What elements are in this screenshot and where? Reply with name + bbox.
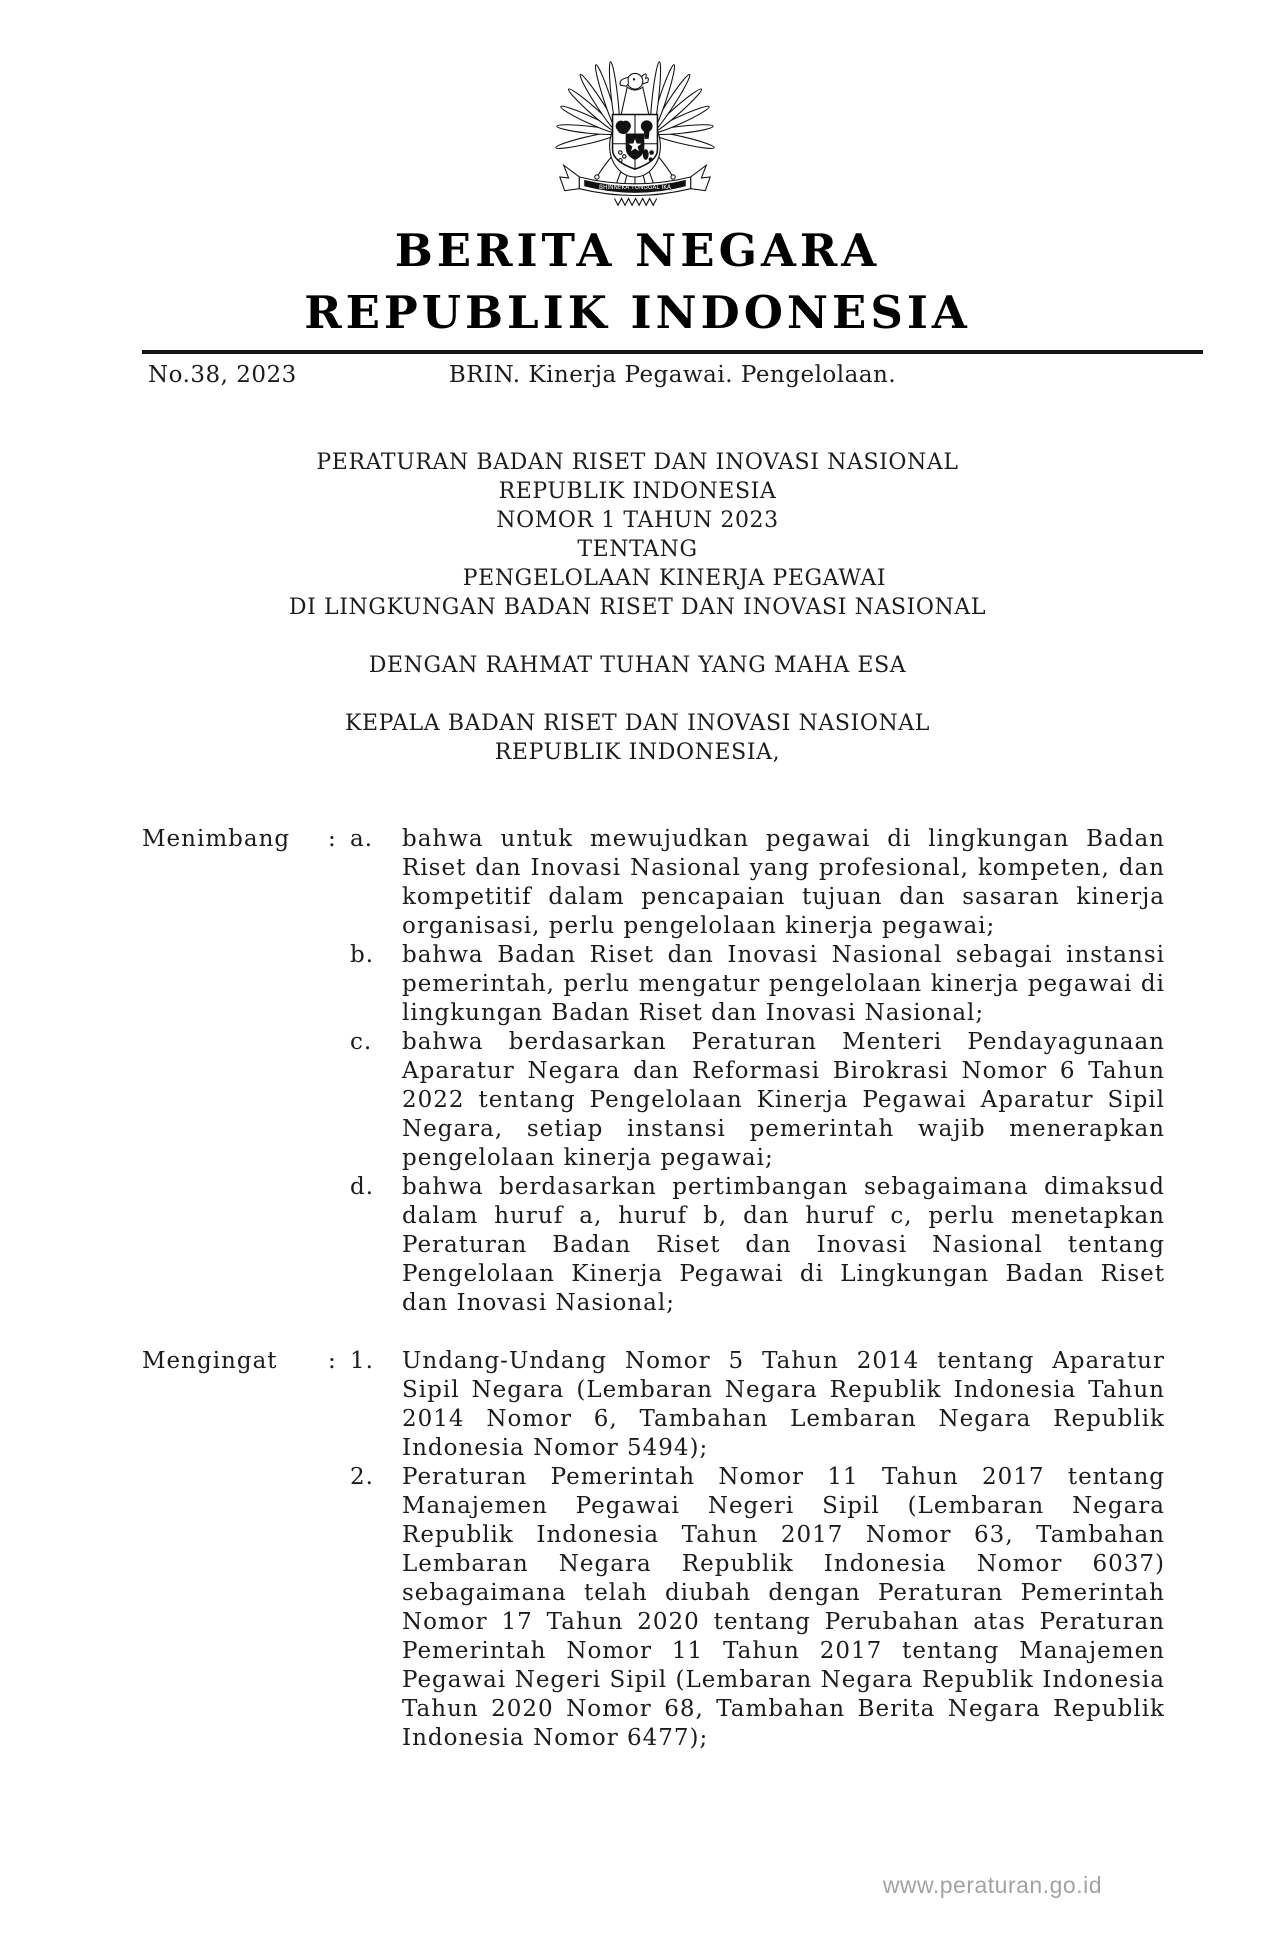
spacer [0, 767, 1275, 825]
masthead [0, 220, 1275, 344]
remembering-item-text: Undang-Undang Nomor 5 Tahun 2014 tentang Aparatur Sipil Negara (Lembaran Negara Republik Indonesia Tahun 2014 Nomor 6, Tambahan Lembaran Negara Republik Indonesia Nomor 5494); [402, 1348, 1165, 1461]
remembering-item-marker: 2. [350, 1464, 374, 1490]
invocation-line: DENGAN RAHMAT TUHAN YANG MAHA ESA [368, 653, 907, 678]
issue-subject: BRIN. Kinerja Pegawai. Pengelolaan. [448, 362, 897, 388]
remembering-colon: : [328, 1348, 337, 1374]
spacer [0, 622, 1275, 651]
title-line-2: REPUBLIK INDONESIA [498, 479, 777, 504]
emblem-motto-text: BHINNEKA TUNGGAL IKA [599, 185, 671, 192]
considering-item-text: bahwa berdasarkan pertimbangan sebagaimana dimaksud dalam huruf a, huruf b, dan huruf c, perlu menetapkan Peraturan Badan Riset dan Inovasi Nasional tentang Pengelolaan Kinerja Pegawai di Lingkungan Badan Riset dan Inovasi Nasional; [402, 1174, 1165, 1316]
document-body [0, 448, 1275, 1753]
footer-url: www.peraturan.go.id [882, 1872, 1102, 1898]
masthead-line2: REPUBLIK INDONESIA [304, 286, 971, 339]
remembering-section [0, 1347, 1275, 1753]
garuda-pancasila-emblem [552, 56, 718, 212]
considering-item-text: bahwa berdasarkan Peraturan Menteri Pendayagunaan Aparatur Negara dan Reformasi Birokrasi Nomor 6 Tahun 2022 tentang Pengelolaan Kinerja Pegawai Aparatur Sipil Negara, setiap instansi pemerintah wajib menerapkan pengelolaan kinerja pegawai; [402, 1029, 1165, 1171]
considering-item-marker: a. [350, 826, 374, 852]
title-line-1: PERATURAN BADAN RISET DAN INOVASI NASIONAL [316, 450, 959, 475]
official-line-1: KEPALA BADAN RISET DAN INOVASI NASIONAL [344, 711, 930, 736]
masthead-rule [142, 350, 1203, 354]
masthead-line1: BERITA NEGARA [394, 224, 881, 277]
remembering-label: Mengingat [142, 1348, 278, 1374]
spacer [0, 1318, 1275, 1347]
considering-item-marker: d. [350, 1174, 375, 1200]
considering-colon: : [328, 826, 337, 852]
considering-item-marker: b. [350, 942, 375, 968]
remembering-item-text: Peraturan Pemerintah Nomor 11 Tahun 2017 tentang Manajemen Pegawai Negeri Sipil (Lembaran Negara Republik Indonesia Tahun 2017 Nomor 63, Tambahan Lembaran Negara Republik Indonesia Nomor 6037) sebagaimana telah diubah dengan Peraturan Pemerintah Nomor 17 Tahun 2020 tentang Perubahan atas Peraturan Pemerintah Nomor 11 Tahun 2017 tentang Manajemen Pegawai Negeri Sipil (Lembaran Negara Republik Indonesia Tahun 2020 Nomor 68, Tambahan Berita Negara Republik Indonesia Nomor 6477); [402, 1464, 1165, 1751]
official-line-2: REPUBLIK INDONESIA, [494, 740, 781, 765]
remembering-item-marker: 1. [350, 1348, 374, 1374]
title-line-4: TENTANG [577, 537, 698, 562]
considering-item-marker: c. [350, 1029, 373, 1055]
considering-item-text: bahwa Badan Riset dan Inovasi Nasional sebagai instansi pemerintah, perlu mengatur pengelolaan kinerja pegawai di lingkungan Badan Riset dan Inovasi Nasional; [402, 942, 1165, 1026]
considering-section [0, 825, 1275, 1318]
issue-row [142, 361, 1203, 390]
garuda-emblem-icon [552, 56, 718, 212]
title-line-5: PENGELOLAAN KINERJA PEGAWAI [462, 566, 887, 591]
title-line-6: DI LINGKUNGAN BADAN RISET DAN INOVASI NASIONAL [288, 595, 987, 620]
considering-label: Menimbang [142, 826, 291, 852]
issue-number: No.38, 2023 [148, 362, 297, 388]
considering-item-text: bahwa untuk mewujudkan pegawai di lingkungan Badan Riset dan Inovasi Nasional yang profesional, kompeten, dan kompetitif dalam pencapaian tujuan dan sasaran kinerja organisasi, perlu pengelolaan kinerja pegawai; [402, 826, 1165, 939]
title-line-3: NOMOR 1 TAHUN 2023 [496, 508, 779, 533]
spacer [0, 680, 1275, 709]
